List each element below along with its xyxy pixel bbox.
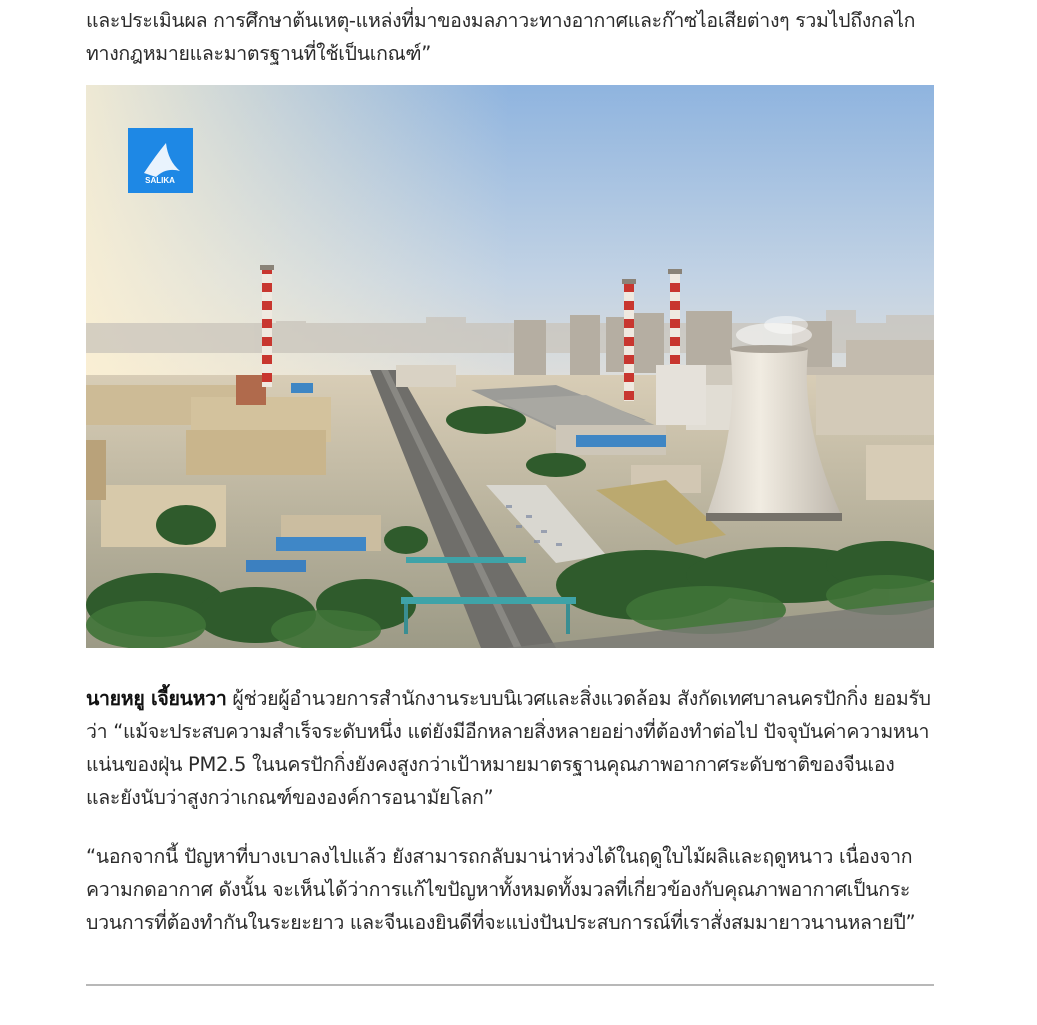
salika-logo	[128, 128, 193, 193]
speaker-name: นายหยู เจี้ยนหวา	[86, 687, 227, 710]
logo-text: SALIKA	[145, 176, 175, 185]
section-divider	[86, 984, 934, 986]
speaker-quote: ผู้ช่วยผู้อำนวยการสำนักงานระบบนิเวศและสิ่งแวดล้อม สังกัดเทศบาลนครปักกิ่ง ยอมรับว่า “แม้จะประสบความสำเร็จระดับหนึ่ง แต่ยังมีอีกหลายสิ่งหลายอย่างที่ต้องทำต่อไป ปัจจุบันค่าความหนาแน่นของฝุ่น PM2.5 ในนครปักกิ่งยังคงสูงกว่าเป้าหมายมาตรฐานคุณภาพอากาศระดับชาติของจีนเอง และยังนับว่าสูงกว่าเกณฑ์ขององค์การอนามัยโลก”	[86, 687, 931, 809]
speaker-paragraph	[86, 682, 934, 814]
quote-paragraph: “นอกจากนี้ ปัญหาที่บางเบาลงไปแล้ว ยังสามารถกลับมาน่าห่วงได้ในฤดูใบไม้ผลิและฤดูหนาว เนื่องจากความกดอากาศ ดังนั้น จะเห็นได้ว่าการแก้ไขปัญหาทั้งหมดทั้งมวลที่เกี่ยวข้องกับคุณภาพอากาศเป็นกระบวนการที่ต้องทำกันในระยะยาว และจีนเองยินดีที่จะแบ่งปันประสบการณ์ที่เราสั่งสมมายาวนานหลายปี”	[86, 845, 916, 934]
article-photo	[86, 85, 934, 648]
intro-paragraph: และประเมินผล การศึกษาต้นเหตุ-แหล่งที่มาของมลภาวะทางอากาศและก๊าซไอเสียต่างๆ รวมไปถึงกลไกทางกฎหมายและมาตรฐานที่ใช้เป็นเกณฑ์”	[86, 9, 916, 65]
